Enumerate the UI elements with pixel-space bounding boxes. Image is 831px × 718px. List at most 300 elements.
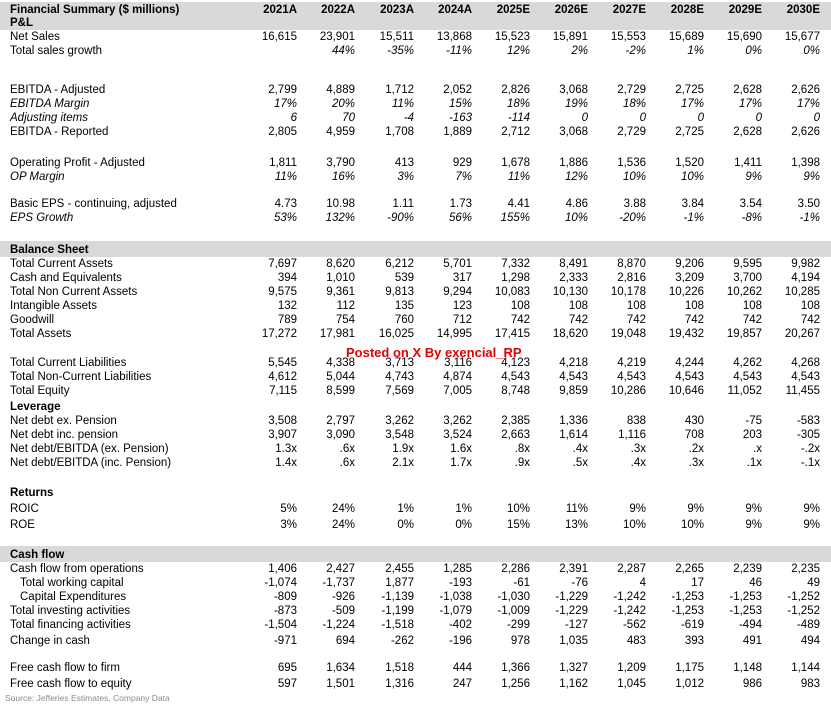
value-cell: 2,805	[268, 126, 297, 138]
value-cell: .6x	[339, 443, 355, 455]
value-cell: 789	[277, 314, 297, 326]
value-cell: -196	[448, 635, 472, 647]
value-cell: -75	[745, 415, 762, 427]
table-row	[0, 677, 831, 691]
value-cell: 0%	[745, 45, 762, 57]
value-cell: -926	[331, 591, 355, 603]
value-cell: -1%	[799, 212, 820, 224]
value-cell: 8,599	[326, 385, 355, 397]
value-cell: 4,338	[326, 357, 355, 369]
table-row	[0, 548, 831, 562]
value-cell: 9%	[745, 503, 762, 515]
value-cell: 1,398	[791, 157, 820, 169]
value-cell: 1,285	[443, 563, 472, 575]
row-label: Total working capital	[20, 577, 124, 589]
row-label: Goodwill	[10, 314, 55, 326]
value-cell: 44%	[331, 45, 355, 57]
year-header: 2022A	[321, 4, 355, 16]
value-cell: 4	[639, 577, 646, 589]
value-cell: 70	[342, 112, 355, 124]
header-row	[0, 3, 831, 17]
value-cell: 1,366	[501, 662, 530, 674]
row-label: Capital Expenditures	[20, 591, 127, 603]
value-cell: .9x	[514, 457, 530, 469]
table-row	[0, 414, 831, 428]
value-cell: 9,575	[268, 286, 297, 298]
row-label: Operating Profit - Adjusted	[10, 157, 145, 169]
value-cell: 3,262	[443, 415, 472, 427]
value-cell: 3,508	[268, 415, 297, 427]
value-cell: 1,411	[734, 157, 762, 169]
value-cell: 15,523	[494, 31, 530, 43]
value-cell: 3.88	[623, 198, 646, 210]
value-cell: 2,626	[791, 126, 820, 138]
table-row	[0, 590, 831, 604]
value-cell: -.1x	[800, 457, 820, 469]
value-cell: 4,959	[326, 126, 355, 138]
value-cell: 15%	[506, 519, 530, 531]
value-cell: 9,982	[791, 258, 820, 270]
value-cell: 1,298	[501, 272, 530, 284]
value-cell: 17	[691, 577, 704, 589]
row-label: Net debt ex. Pension	[10, 415, 117, 427]
value-cell: 4,194	[791, 272, 820, 284]
table-row	[0, 327, 831, 341]
table-row	[0, 111, 831, 125]
table-row	[0, 257, 831, 271]
row-label: ROIC	[10, 503, 39, 515]
value-cell: 4,874	[443, 371, 472, 383]
value-cell: -4	[403, 112, 414, 124]
value-cell: -1,038	[439, 591, 472, 603]
source-note: Source: Jefferies Estimates, Company Data	[5, 693, 170, 703]
value-cell: 18,620	[552, 328, 588, 340]
value-cell: 2,455	[385, 563, 414, 575]
value-cell: -873	[273, 605, 297, 617]
section-pnl: P&L	[10, 17, 33, 29]
value-cell: 742	[626, 314, 646, 326]
year-header: 2024A	[438, 4, 472, 16]
value-cell: -20%	[619, 212, 646, 224]
value-cell: 2,265	[675, 563, 704, 575]
row-label: Net debt/EBITDA (ex. Pension)	[10, 443, 169, 455]
value-cell: -402	[448, 619, 472, 631]
value-cell: 1.73	[449, 198, 472, 210]
row-label: Free cash flow to firm	[10, 662, 120, 674]
row-label: EPS Growth	[10, 212, 74, 224]
value-cell: 2,816	[617, 272, 646, 284]
value-cell: 3,068	[559, 84, 588, 96]
value-cell: .x	[753, 443, 762, 455]
value-cell: 10%	[680, 171, 704, 183]
value-cell: 708	[684, 429, 704, 441]
value-cell: 5,545	[268, 357, 297, 369]
row-label: Basic EPS - continuing, adjusted	[10, 198, 177, 210]
value-cell: 9%	[745, 519, 762, 531]
value-cell: 4.86	[565, 198, 588, 210]
table-row	[0, 170, 831, 184]
value-cell: 1,708	[385, 126, 414, 138]
value-cell: 2,385	[501, 415, 530, 427]
value-cell: -11%	[446, 45, 472, 57]
table-row	[0, 400, 831, 414]
value-cell: 9%	[687, 503, 704, 515]
value-cell: 742	[510, 314, 530, 326]
value-cell: 1.9x	[392, 443, 414, 455]
table-row	[0, 562, 831, 576]
value-cell: -509	[331, 605, 355, 617]
value-cell: 2,729	[617, 126, 646, 138]
row-label: Free cash flow to equity	[10, 678, 132, 690]
value-cell: 1,889	[443, 126, 472, 138]
value-cell: 46	[749, 577, 762, 589]
table-row	[0, 456, 831, 470]
row-label: Total investing activities	[10, 605, 131, 617]
value-cell: 760	[394, 314, 414, 326]
value-cell: -1,199	[381, 605, 414, 617]
value-cell: 1,144	[791, 662, 820, 674]
value-cell: 9%	[745, 171, 762, 183]
table-row	[0, 384, 831, 398]
value-cell: -583	[796, 415, 820, 427]
value-cell: 1,336	[559, 415, 588, 427]
value-cell: 597	[277, 678, 297, 690]
value-cell: 15,690	[726, 31, 762, 43]
value-cell: 3,209	[675, 272, 704, 284]
value-cell: .8x	[514, 443, 530, 455]
row-label: Total Assets	[10, 328, 72, 340]
value-cell: 0	[639, 112, 646, 124]
value-cell: 1%	[455, 503, 472, 515]
value-cell: .3x	[688, 457, 704, 469]
value-cell: 742	[568, 314, 588, 326]
value-cell: 108	[742, 300, 762, 312]
value-cell: 10,262	[726, 286, 762, 298]
value-cell: 7,697	[268, 258, 297, 270]
value-cell: 0	[697, 112, 704, 124]
value-cell: 135	[394, 300, 414, 312]
value-cell: -489	[796, 619, 820, 631]
value-cell: 10,646	[668, 385, 704, 397]
value-cell: 2,235	[791, 563, 820, 575]
value-cell: -1,079	[439, 605, 472, 617]
value-cell: -163	[448, 112, 472, 124]
table-row	[0, 486, 831, 500]
row-label: Net debt/EBITDA (inc. Pension)	[10, 457, 172, 469]
value-cell: 7%	[455, 171, 472, 183]
value-cell: 15,891	[552, 31, 588, 43]
table-row	[0, 313, 831, 327]
table-row	[0, 299, 831, 313]
value-cell: 10,226	[668, 286, 704, 298]
row-label: Total Non Current Assets	[10, 286, 138, 298]
value-cell: 8,620	[326, 258, 355, 270]
value-cell: 3,713	[385, 357, 414, 369]
value-cell: 483	[626, 635, 646, 647]
table-row	[0, 634, 831, 648]
value-cell: 24%	[331, 503, 355, 515]
year-header: 2023A	[380, 4, 414, 16]
value-cell: -1%	[683, 212, 704, 224]
row-label: Returns	[10, 487, 54, 499]
value-cell: 983	[800, 678, 820, 690]
value-cell: 0	[581, 112, 588, 124]
value-cell: 2,626	[791, 84, 820, 96]
value-cell: -1,252	[787, 591, 820, 603]
table-row	[0, 285, 831, 299]
value-cell: 2,826	[501, 84, 530, 96]
year-header: 2030E	[786, 4, 820, 16]
value-cell: 7,569	[385, 385, 414, 397]
value-cell: 13%	[564, 519, 588, 531]
value-cell: 16,025	[378, 328, 414, 340]
value-cell: 4,889	[326, 84, 355, 96]
value-cell: 23,901	[319, 31, 355, 43]
row-label: Intangible Assets	[10, 300, 97, 312]
value-cell: 3.84	[681, 198, 704, 210]
value-cell: 16,615	[261, 31, 297, 43]
value-cell: 10,083	[494, 286, 530, 298]
value-cell: 19%	[564, 98, 588, 110]
value-cell: 4,543	[675, 371, 704, 383]
value-cell: 2,725	[675, 84, 704, 96]
value-cell: 978	[510, 635, 530, 647]
value-cell: 1.7x	[450, 457, 472, 469]
value-cell: 17,272	[261, 328, 297, 340]
value-cell: -35%	[387, 45, 414, 57]
value-cell: 1,877	[385, 577, 414, 589]
value-cell: -1,229	[555, 605, 588, 617]
value-cell: 1,406	[268, 563, 297, 575]
value-cell: 2,333	[559, 272, 588, 284]
value-cell: 1,045	[617, 678, 646, 690]
value-cell: 4,543	[501, 371, 530, 383]
row-label: Adjusting items	[10, 112, 88, 124]
value-cell: -562	[622, 619, 646, 631]
value-cell: 9%	[629, 503, 646, 515]
value-cell: 5%	[280, 503, 297, 515]
value-cell: 12%	[506, 45, 530, 57]
value-cell: 3,548	[385, 429, 414, 441]
value-cell: 15%	[448, 98, 472, 110]
table-row	[0, 428, 831, 442]
value-cell: -262	[390, 635, 414, 647]
table-row	[0, 83, 831, 97]
value-cell: -1,253	[729, 591, 762, 603]
value-cell: 108	[568, 300, 588, 312]
value-cell: 394	[277, 272, 297, 284]
value-cell: 491	[742, 635, 762, 647]
value-cell: 0%	[455, 519, 472, 531]
value-cell: 4,244	[675, 357, 704, 369]
value-cell: 19,857	[726, 328, 762, 340]
value-cell: .4x	[630, 457, 646, 469]
value-cell: 4.73	[274, 198, 297, 210]
value-cell: 3,090	[326, 429, 355, 441]
value-cell: 10,130	[552, 286, 588, 298]
table-row	[0, 370, 831, 384]
value-cell: 1,209	[617, 662, 646, 674]
value-cell: 539	[394, 272, 414, 284]
value-cell: 1,116	[618, 429, 646, 441]
value-cell: 20,267	[784, 328, 820, 340]
watermark-text: Posted on X By exencial_RP	[346, 345, 522, 360]
value-cell: -2%	[625, 45, 646, 57]
value-cell: -61	[513, 577, 530, 589]
value-cell: 4.41	[507, 198, 530, 210]
value-cell: 4,543	[791, 371, 820, 383]
value-cell: 14,995	[436, 328, 472, 340]
table-row	[0, 442, 831, 456]
value-cell: 10%	[564, 212, 588, 224]
table-row	[0, 502, 831, 516]
value-cell: 155%	[500, 212, 530, 224]
value-cell: 838	[626, 415, 646, 427]
value-cell: 132%	[325, 212, 355, 224]
row-label: Cash flow	[10, 549, 65, 561]
value-cell: -1,242	[613, 591, 646, 603]
value-cell: 9,206	[675, 258, 704, 270]
value-cell: 5,701	[443, 258, 472, 270]
value-cell: 11,455	[785, 385, 820, 397]
value-cell: 2,663	[501, 429, 530, 441]
value-cell: 1,501	[326, 678, 355, 690]
value-cell: 1.6x	[450, 443, 472, 455]
value-cell: 56%	[448, 212, 472, 224]
value-cell: 1.11	[392, 198, 414, 210]
table-row	[0, 271, 831, 285]
value-cell: 494	[800, 635, 820, 647]
value-cell: 1,010	[326, 272, 355, 284]
value-cell: 2,712	[501, 126, 530, 138]
value-cell: 2,391	[559, 563, 588, 575]
value-cell: 2,628	[733, 126, 762, 138]
year-header: 2021A	[263, 4, 297, 16]
value-cell: 0%	[803, 45, 820, 57]
value-cell: 53%	[273, 212, 297, 224]
value-cell: -8%	[741, 212, 762, 224]
value-cell: .6x	[339, 457, 355, 469]
value-cell: 7,332	[501, 258, 530, 270]
table-row	[0, 243, 831, 257]
value-cell: 9,813	[385, 286, 414, 298]
table-row	[0, 518, 831, 532]
row-label: Cash and Equivalents	[10, 272, 122, 284]
row-label: EBITDA - Adjusted	[10, 84, 106, 96]
value-cell: 2,725	[675, 126, 704, 138]
year-header: 2029E	[728, 4, 762, 16]
value-cell: 17%	[796, 98, 820, 110]
value-cell: -809	[273, 591, 297, 603]
value-cell: -1,253	[671, 605, 704, 617]
value-cell: 108	[800, 300, 820, 312]
value-cell: 10%	[506, 503, 530, 515]
value-cell: 11%	[507, 171, 530, 183]
value-cell: 12%	[564, 171, 588, 183]
value-cell: 16%	[331, 171, 355, 183]
table-row	[0, 156, 831, 170]
value-cell: 1,811	[269, 157, 297, 169]
value-cell: 4,123	[501, 357, 530, 369]
value-cell: -193	[448, 577, 472, 589]
row-label: EBITDA - Reported	[10, 126, 109, 138]
value-cell: 247	[452, 678, 472, 690]
value-cell: 1,162	[559, 678, 588, 690]
value-cell: 1,886	[559, 157, 588, 169]
value-cell: 132	[277, 300, 297, 312]
value-cell: 3,262	[385, 415, 414, 427]
table-row	[0, 30, 831, 44]
value-cell: 20%	[331, 98, 355, 110]
value-cell: 742	[684, 314, 704, 326]
value-cell: 3,068	[559, 126, 588, 138]
value-cell: -1,737	[322, 577, 355, 589]
value-cell: .5x	[572, 457, 588, 469]
value-cell: 24%	[331, 519, 355, 531]
value-cell: 742	[742, 314, 762, 326]
table-row	[0, 125, 831, 139]
row-label: Total sales growth	[10, 45, 103, 57]
value-cell: 4,218	[559, 357, 588, 369]
value-cell: 1,035	[559, 635, 588, 647]
table-row	[0, 618, 831, 632]
value-cell: 742	[800, 314, 820, 326]
value-cell: 5,044	[326, 371, 355, 383]
value-cell: -971	[273, 635, 297, 647]
table-row	[0, 576, 831, 590]
value-cell: 10,286	[610, 385, 646, 397]
table-row	[0, 97, 831, 111]
value-cell: 11%	[391, 98, 414, 110]
value-cell: 754	[335, 314, 355, 326]
value-cell: -114	[507, 112, 530, 124]
value-cell: 695	[277, 662, 297, 674]
value-cell: -1,224	[322, 619, 355, 631]
value-cell: 9,294	[443, 286, 472, 298]
value-cell: 2,729	[617, 84, 646, 96]
value-cell: 15,689	[668, 31, 704, 43]
value-cell: 1,536	[617, 157, 646, 169]
value-cell: -305	[796, 429, 820, 441]
value-cell: 2,287	[617, 563, 646, 575]
row-label: Balance Sheet	[10, 244, 89, 256]
value-cell: 4,612	[268, 371, 297, 383]
year-header: 2027E	[612, 4, 646, 16]
table-row	[0, 604, 831, 618]
value-cell: 15,677	[784, 31, 820, 43]
value-cell: 2,427	[326, 563, 355, 575]
value-cell: 1,256	[501, 678, 530, 690]
value-cell: 4,543	[559, 371, 588, 383]
value-cell: .3x	[630, 443, 646, 455]
value-cell: 1.3x	[275, 443, 297, 455]
value-cell: -1,139	[381, 591, 414, 603]
value-cell: 11%	[565, 503, 588, 515]
value-cell: 3,116	[444, 357, 472, 369]
value-cell: 108	[510, 300, 530, 312]
value-cell: -76	[571, 577, 588, 589]
value-cell: -1,518	[381, 619, 414, 631]
value-cell: 3,524	[443, 429, 472, 441]
value-cell: 49	[807, 577, 820, 589]
value-cell: 17%	[680, 98, 704, 110]
value-cell: 3,907	[268, 429, 297, 441]
value-cell: 413	[394, 157, 414, 169]
row-label: Total financing activities	[10, 619, 131, 631]
value-cell: 2,239	[733, 563, 762, 575]
row-label: Total Current Assets	[10, 258, 113, 270]
value-cell: 17%	[738, 98, 762, 110]
